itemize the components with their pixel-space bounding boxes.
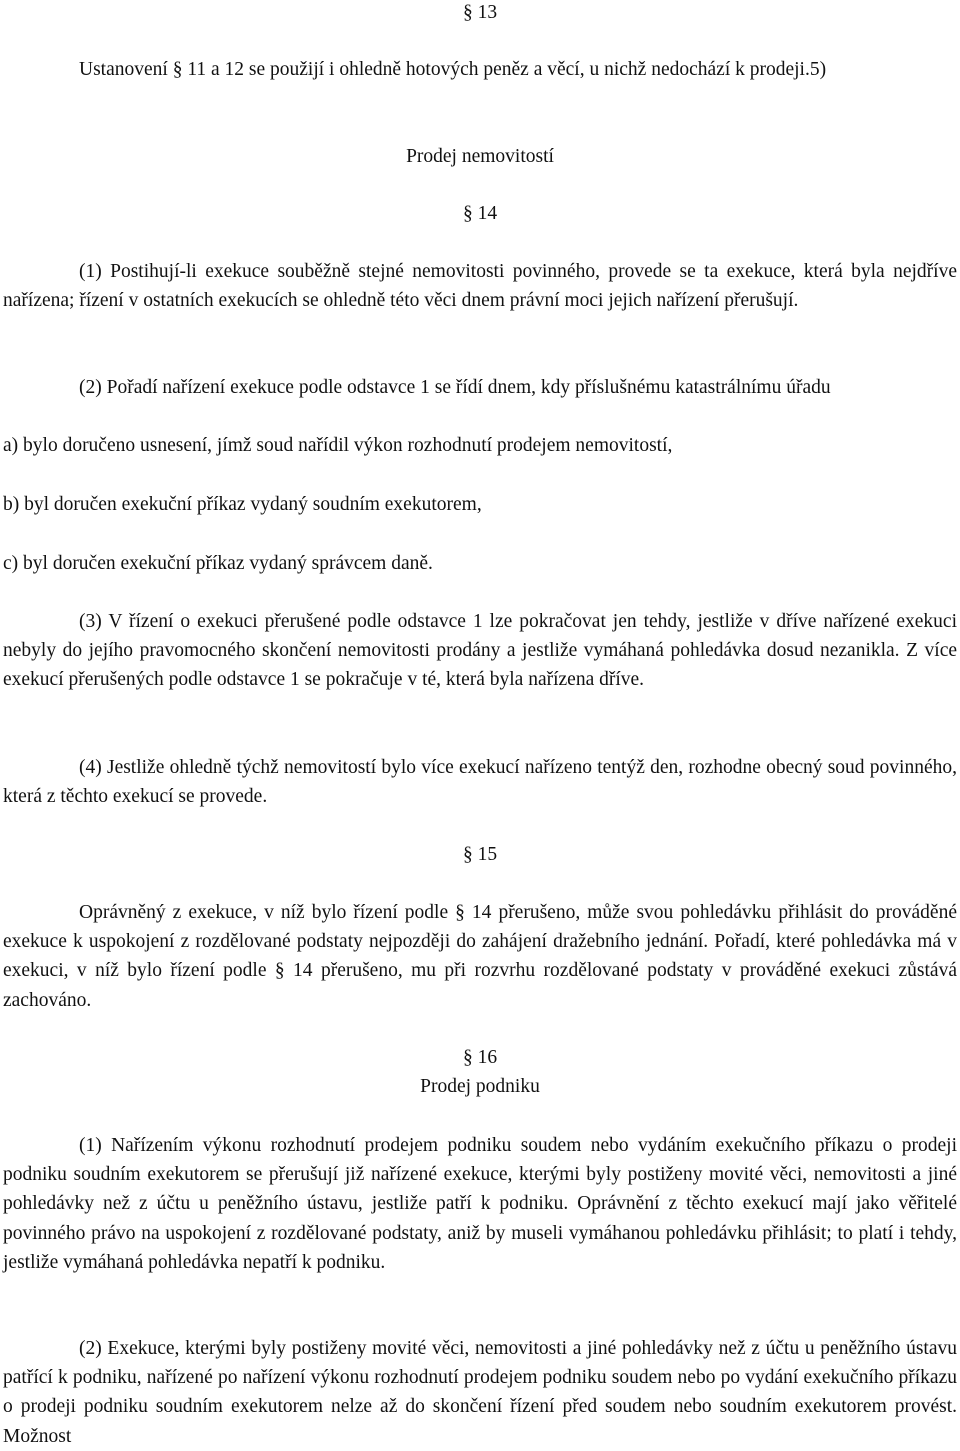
section-14-heading: § 14 <box>462 203 498 224</box>
paragraph-14-2-intro: (2) Pořadí nařízení exekuce podle odstavce 1 se řídí dnem, kdy příslušnému katastrálnímu úřadu <box>79 377 831 398</box>
section-15-heading: § 15 <box>462 844 498 865</box>
paragraph-14-2-a: a) bylo doručeno usnesení, jímž soud nařídil výkon rozhodnutí prodejem nemovitostí, <box>3 435 673 456</box>
paragraph-13-1: Ustanovení § 11 a 12 se použijí i ohledně hotových peněz a věcí, u nichž nedochází k prodeji.5) <box>79 59 827 80</box>
paragraph-14-4: (4) Jestliže ohledně týchž nemovitostí bylo více exekucí nařízeno tentýž den, rozhodne obecný soud povinného, která z těchto exekucí se provede. <box>3 757 957 808</box>
section-16-heading: § 16 <box>462 1047 498 1068</box>
paragraph-14-2-c: c) byl doručen exekuční příkaz vydaný správcem daně. <box>3 553 433 574</box>
heading-prodej-nemovitosti: Prodej nemovitostí <box>406 146 554 167</box>
paragraph-14-2-b: b) byl doručen exekuční příkaz vydaný soudním exekutorem, <box>3 494 482 515</box>
paragraph-16-1: (1) Nařízením výkonu rozhodnutí prodejem podniku soudem nebo vydáním exekučního příkazu o prodeji podniku soudním exekutorem se přerušují již nařízené exekuce, kterými byly postiženy movité věci, nemovitosti a jiné pohledávky než z účtu u peněžního ústavu, jestliže patří k podniku. Oprávnění z těchto exekucí mají jako věřitelé povinného právo na uspokojení z rozdělované podstaty, aniž by museli vymáhanou pohledávku přihlásit; to platí i tehdy, jestliže vymáhaná pohledávka nepatří k podniku. <box>3 1135 957 1273</box>
paragraph-15-1: Oprávněný z exekuce, v níž bylo řízení podle § 14 přerušeno, může svou pohledávku přihlásit do prováděné exekuce k uspokojení z rozdělované podstaty nejpozději do zahájení dražebního jednání. Pořadí, které pohledávka má v exekuci, v níž bylo řízení podle § 14 přerušeno, mu při rozvrhu rozdělované podstaty v prováděné exekuci zůstává zachováno. <box>3 902 957 1011</box>
section-13-heading: § 13 <box>462 2 498 23</box>
paragraph-14-3: (3) V řízení o exekuci přerušené podle odstavce 1 lze pokračovat jen tehdy, jestliže v dříve nařízené exekuci nebyly do jejího pravomocného skončení nemovitosti prodány a jestliže vymáhaná pohledávka dosud nezanikla. Z více exekucí přerušených podle odstavce 1 se pokračuje v té, která byla nařízena dříve. <box>3 611 957 691</box>
heading-prodej-podniku: Prodej podniku <box>420 1076 540 1097</box>
paragraph-14-1: (1) Postihují-li exekuce souběžně stejné nemovitosti povinného, provede se ta exekuce, která byla nejdříve nařízena; řízení v ostatních exekucích se ohledně této věci dnem právní moci jejich nařízení přerušují. <box>3 261 957 312</box>
paragraph-16-2: (2) Exekuce, kterými byly postiženy movité věci, nemovitosti a jiné pohledávky než z účtu u peněžního ústavu patřící k podniku, nařízené po nařízení výkonu rozhodnutí prodejem podniku soudem nebo po vydání exekučního příkazu o prodeji podniku soudním exekutorem nelze až do skončení řízení před soudem nebo soudním exekutorem provést. Možnost <box>3 1338 957 1447</box>
